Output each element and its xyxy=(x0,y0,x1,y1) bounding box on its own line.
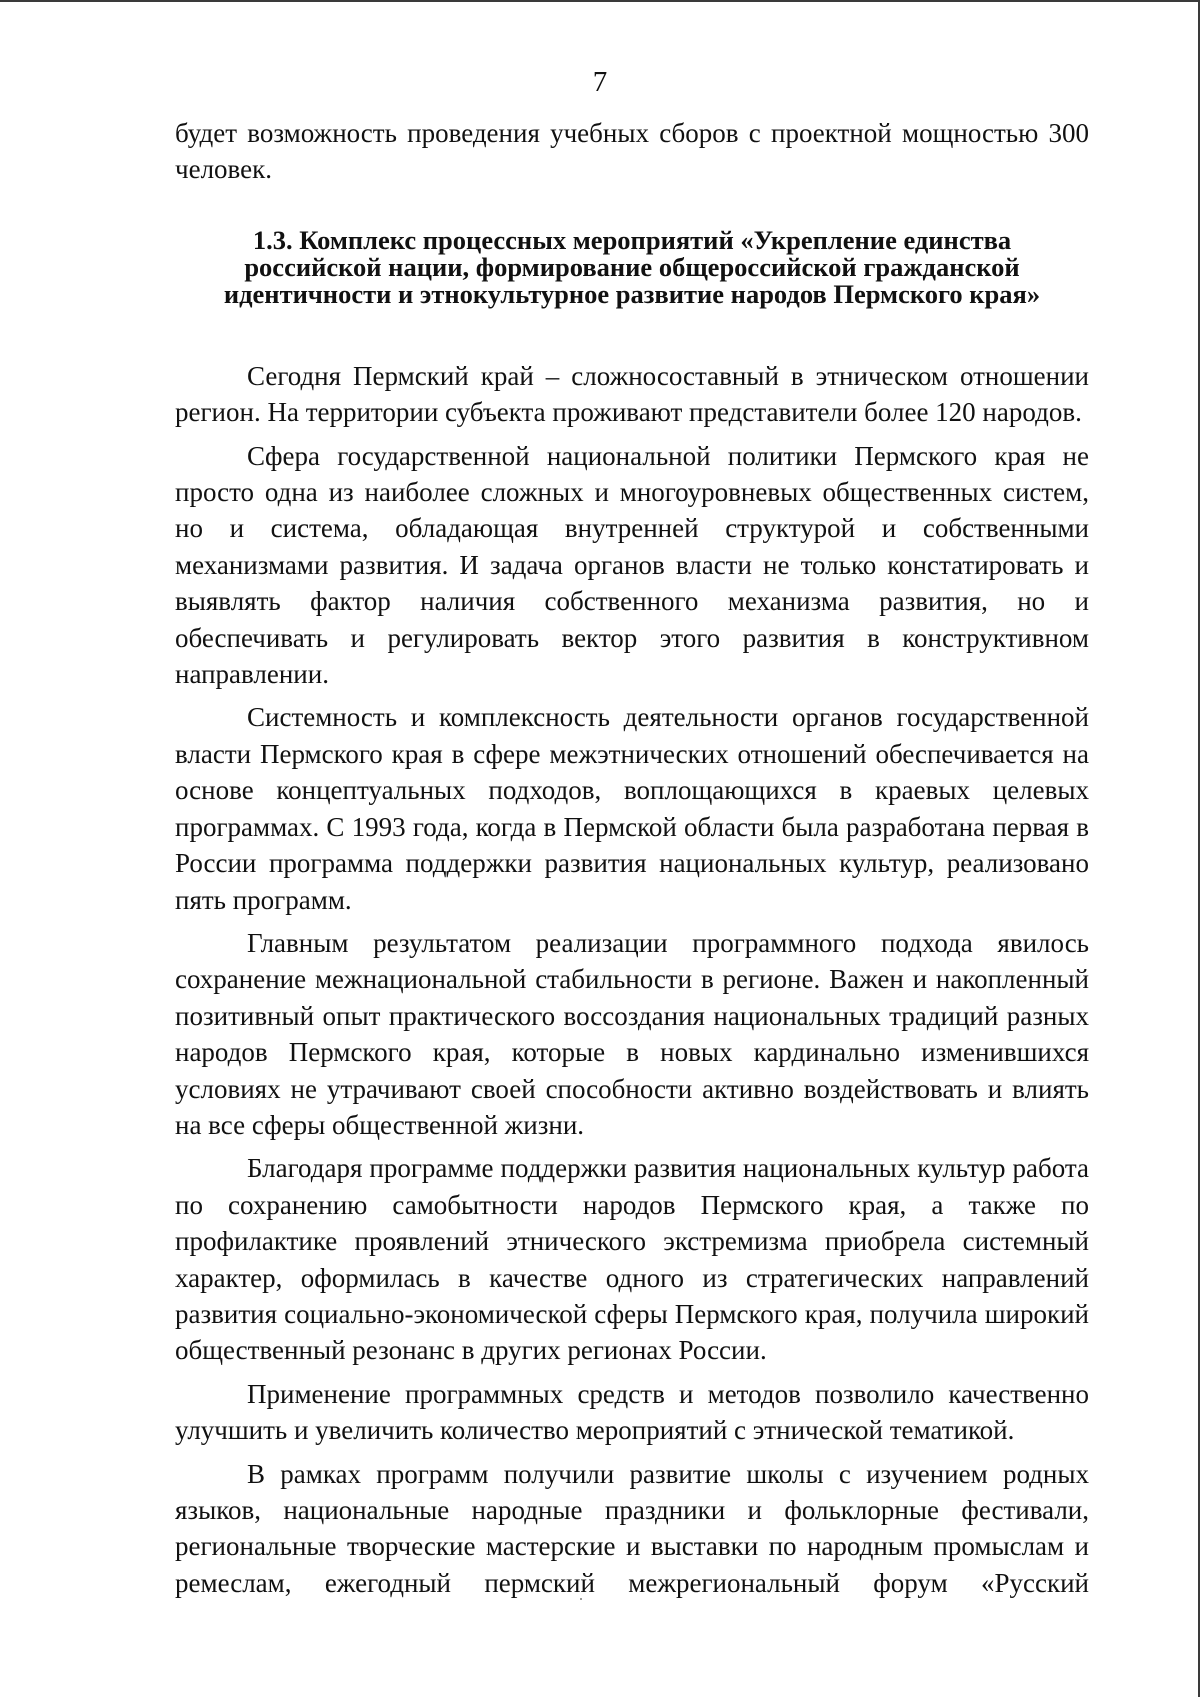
paragraph: Применение программных средств и методов позволило качественно улучшить и увеличить количество мероприятий с этнической тематикой. xyxy=(175,1378,1089,1446)
paragraph: Благодаря программе поддержки развития национальных культур работа по сохранению самобытности народов Пермского края, а также по профилактике проявлений этнического экстремизма приобрела системный характер, оформилась в качестве одного из стратегических направлений развития социально-экономической сферы Пермского края, получила широкий общественный резонанс в других регионах России. xyxy=(175,1153,1089,1366)
paragraph: В рамках программ получили развитие школы с изучением родных языков, национальные народные праздники и фольклорные фестивали, региональные творческие мастерские и выставки по народным промыслам и ремеслам, ежегодный пермский межрегиональный форум «Русский xyxy=(175,1458,1089,1598)
document-body xyxy=(175,115,1089,1601)
section-heading: 1.3. Комплекс процессных мероприятий «Укрепление единства российской нации, формирование общероссийской гражданской идентичности и этнокультурное развитие народов Пермского края» xyxy=(223,224,1041,309)
paragraph: Сфера государственной национальной политики Пермского края не просто одна из наиболее сложных и многоуровневых общественных систем, но и система, обладающая внутренней структурой и собственными механизмами развития. И задача органов власти не только констатировать и выявлять фактор наличия собственного механизма развития, но и обеспечивать и регулировать вектор этого развития в конструктивном направлении. xyxy=(175,440,1089,690)
scan-border-top xyxy=(0,0,1200,2)
scan-speck xyxy=(580,1598,582,1600)
paragraph-continuation: будет возможность проведения учебных сборов с проектной мощностью 300 человек. xyxy=(175,118,1089,185)
paragraph: Главным результатом реализации программного подхода явилось сохранение межнациональной стабильности в регионе. Важен и накопленный позитивный опыт практического воссоздания национальных традиций разных народов Пермского края, которые в новых кардинально изменившихся условиях не утрачивают своей способности активно воздействовать и влиять на все сферы общественной жизни. xyxy=(175,927,1089,1140)
paragraph: Системность и комплексность деятельности органов государственной власти Пермского края в сфере межэтнических отношений обеспечивается на основе концептуальных подходов, воплощающихся в краевых целевых программах. С 1993 года, когда в Пермской области была разработана первая в России программа поддержки развития национальных культур, реализовано пять программ. xyxy=(175,702,1089,915)
paragraph: Сегодня Пермский край – сложносоставный в этническом отношении регион. На территории субъекта проживают представители более 120 народов. xyxy=(175,360,1089,428)
page-number: 7 xyxy=(592,66,608,98)
